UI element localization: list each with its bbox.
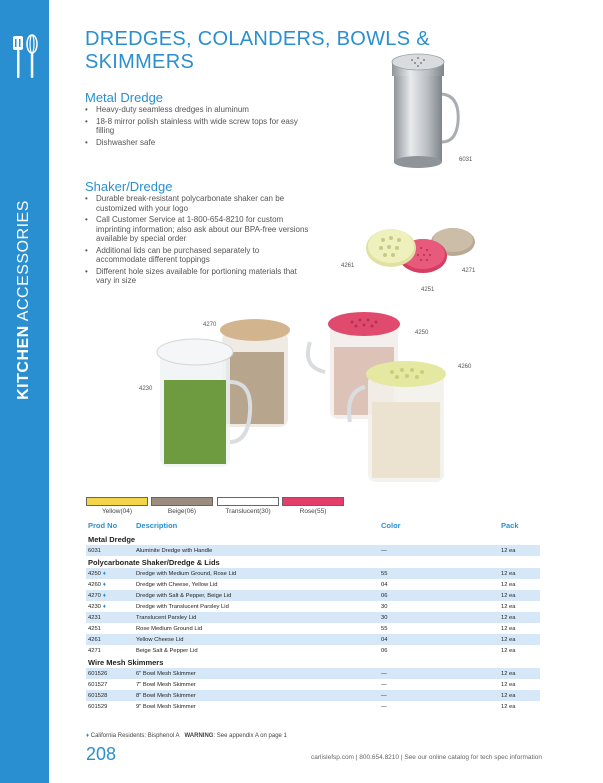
prod-no: 601527 — [88, 681, 108, 688]
desc-cell: 7" Bowl Mesh Skimmer — [136, 681, 196, 688]
prod-no-cell — [86, 590, 134, 601]
pack-cell: 12 ea — [501, 681, 516, 688]
table-row — [86, 690, 540, 701]
desc-cell: Dredge with Salt & Pepper, Beige Lid — [134, 590, 379, 601]
table-row — [86, 579, 540, 590]
desc-cell: Dredge with Cheese, Yellow Lid — [136, 581, 218, 588]
pack-cell: 12 ea — [501, 647, 516, 654]
prod-no-cell — [86, 601, 134, 612]
column-header: Pack — [501, 521, 519, 530]
prod-no: 4261 — [88, 636, 101, 643]
bpa-footnote: ♦ California Residents: Bisphenol A WARNING: See appendix A on page 1 — [86, 733, 287, 739]
prod-no: 601528 — [88, 692, 108, 699]
footer-contact: carlislefsp.com | 800.654.8210 | See our online catalog for tech spec information — [310, 754, 542, 761]
prod-no-cell — [86, 634, 134, 645]
diamond-icon: ♦ — [102, 592, 106, 599]
color-swatch: Rose(55) — [282, 497, 344, 515]
group-name: Metal Dredge — [88, 535, 136, 544]
diamond-icon: ♦ — [102, 570, 106, 577]
prod-no: 4271 — [88, 647, 101, 654]
table-group-row — [86, 556, 540, 568]
table-row — [86, 545, 540, 556]
color-cell: 55 — [381, 625, 388, 632]
prod-no: 4231 — [88, 614, 101, 621]
color-cell: — — [381, 703, 387, 710]
column-header: Description — [136, 521, 178, 530]
diamond-icon: ♦ — [86, 733, 90, 739]
desc-cell: Dredge with Medium Ground, Rose Lid — [134, 568, 379, 579]
page-number: 208 — [86, 744, 117, 764]
table-row — [86, 601, 540, 612]
desc-cell: Dredge with Translucent Parsley Lid — [136, 603, 229, 610]
prod-no: 4230 — [88, 603, 101, 610]
photo-label: 4251 — [421, 287, 435, 293]
pack-cell: 12 ea — [501, 625, 516, 632]
prod-no-cell — [86, 645, 134, 656]
prod-no-cell — [86, 545, 134, 556]
list-item: • Call Customer Service at 1-800-654-8210 for custom imprinting information; also ask about our BPA-free versions available by special order — [85, 215, 310, 244]
group-name: Wire Mesh Skimmers — [88, 658, 164, 667]
desc-cell: Yellow Cheese Lid — [134, 634, 379, 645]
column-header: Prod No — [88, 521, 118, 530]
pack-cell: 12 ea — [499, 612, 540, 623]
prod-no-cell — [86, 668, 134, 679]
photo-label: 4261 — [341, 263, 355, 269]
color-swatch: Yellow(04) — [86, 497, 148, 515]
prod-no: 601529 — [88, 703, 108, 710]
photo-label: 6031 — [459, 157, 473, 163]
shaker-dredge-heading: Shaker/Dredge — [85, 179, 173, 194]
table-header-row — [86, 521, 540, 533]
page-title: DREDGES, COLANDERS, BOWLS & SKIMMERS — [85, 28, 430, 73]
diamond-icon: ♦ — [102, 603, 106, 610]
color-cell: 55 — [379, 568, 499, 579]
diamond-icon: ♦ — [102, 581, 106, 588]
prod-no-cell — [86, 690, 134, 701]
color-cell: 06 — [381, 647, 388, 654]
table-row — [86, 623, 540, 634]
pack-cell: 12 ea — [499, 690, 540, 701]
color-swatch: Translucent(30) — [217, 497, 279, 515]
swatch-color — [86, 497, 148, 506]
desc-cell: Translucent Parsley Lid — [134, 612, 379, 623]
photo-label: 4260 — [458, 364, 472, 370]
pack-cell: 12 ea — [499, 668, 540, 679]
color-cell: 30 — [379, 612, 499, 623]
desc-cell: 8" Bowl Mesh Skimmer — [134, 690, 379, 701]
photo-label: 4230 — [139, 386, 153, 392]
list-item: • Additional lids can be purchased separately to accommodate different toppings — [85, 246, 310, 265]
metal-dredge-image — [384, 52, 464, 174]
group-name: Polycarbonate Shaker/Dredge & Lids — [88, 558, 220, 567]
list-item: • Different hole sizes available for portioning materials that vary in size — [85, 267, 310, 286]
prod-no-cell — [86, 701, 134, 712]
swatch-color — [151, 497, 213, 506]
swatch-color — [282, 497, 344, 506]
product-table — [86, 521, 540, 712]
pack-cell: 12 ea — [499, 568, 540, 579]
color-cell: 30 — [381, 603, 388, 610]
pack-cell: 12 ea — [499, 545, 540, 556]
pack-cell: 12 ea — [499, 590, 540, 601]
table-row — [86, 679, 540, 690]
prod-no: 4260 — [88, 581, 101, 588]
list-item: • 18-8 mirror polish stainless with wide screw tops for easy filling — [85, 117, 310, 136]
prod-no: 4270 — [88, 592, 101, 599]
prod-no-cell — [86, 612, 134, 623]
table-body — [86, 533, 540, 712]
table-group-row — [86, 656, 540, 668]
photo-label: 4250 — [415, 330, 429, 336]
color-cell: 04 — [381, 581, 388, 588]
swatch-color — [217, 497, 279, 506]
kitchen-utensils-icon — [10, 34, 40, 80]
prod-no: 6031 — [88, 547, 101, 554]
pack-cell: 12 ea — [501, 581, 516, 588]
desc-cell: 9" Bowl Mesh Skimmer — [136, 703, 196, 710]
table-group-row — [86, 533, 540, 545]
shaker-dredges-image — [140, 312, 470, 487]
desc-cell: Aluminite Dredge with Handle — [134, 545, 379, 556]
color-cell: — — [379, 668, 499, 679]
table-row — [86, 612, 540, 623]
prod-no: 4250 — [88, 570, 101, 577]
prod-no-cell — [86, 623, 134, 634]
desc-cell: Beige Salt & Pepper Lid — [136, 647, 198, 654]
table-row — [86, 645, 540, 656]
photo-label: 4271 — [462, 268, 476, 274]
photo-label: 4270 — [203, 322, 217, 328]
table-row — [86, 668, 540, 679]
prod-no-cell — [86, 579, 134, 590]
color-cell: — — [381, 681, 387, 688]
table-row — [86, 590, 540, 601]
table-row — [86, 568, 540, 579]
color-cell: 04 — [379, 634, 499, 645]
color-cell: — — [379, 545, 499, 556]
pack-cell: 12 ea — [499, 634, 540, 645]
metal-dredge-bullets — [85, 105, 310, 149]
table-row — [86, 634, 540, 645]
color-swatch: Beige(06) — [151, 497, 213, 515]
desc-cell: 6" Bowl Mesh Skimmer — [134, 668, 379, 679]
color-cell: — — [379, 690, 499, 701]
prod-no: 601526 — [88, 670, 108, 677]
sidebar — [0, 0, 49, 783]
pack-cell: 12 ea — [501, 703, 516, 710]
prod-no: 4251 — [88, 625, 101, 632]
color-cell: 06 — [379, 590, 499, 601]
list-item: • Durable break-resistant polycarbonate shaker can be customized with your logo — [85, 194, 310, 213]
column-header: Color — [381, 521, 401, 530]
metal-dredge-heading: Metal Dredge — [85, 90, 164, 105]
section-label: KITCHEN ACCESSORIES — [15, 200, 32, 400]
prod-no-cell — [86, 679, 134, 690]
list-item: • Dishwasher safe — [85, 138, 310, 148]
lids-image — [355, 220, 480, 290]
shaker-dredge-bullets — [85, 194, 310, 288]
table-row — [86, 701, 540, 712]
pack-cell: 12 ea — [501, 603, 516, 610]
list-item: • Heavy-duty seamless dredges in aluminum — [85, 105, 310, 115]
desc-cell: Rose Medium Ground Lid — [136, 625, 203, 632]
prod-no-cell — [86, 568, 134, 579]
